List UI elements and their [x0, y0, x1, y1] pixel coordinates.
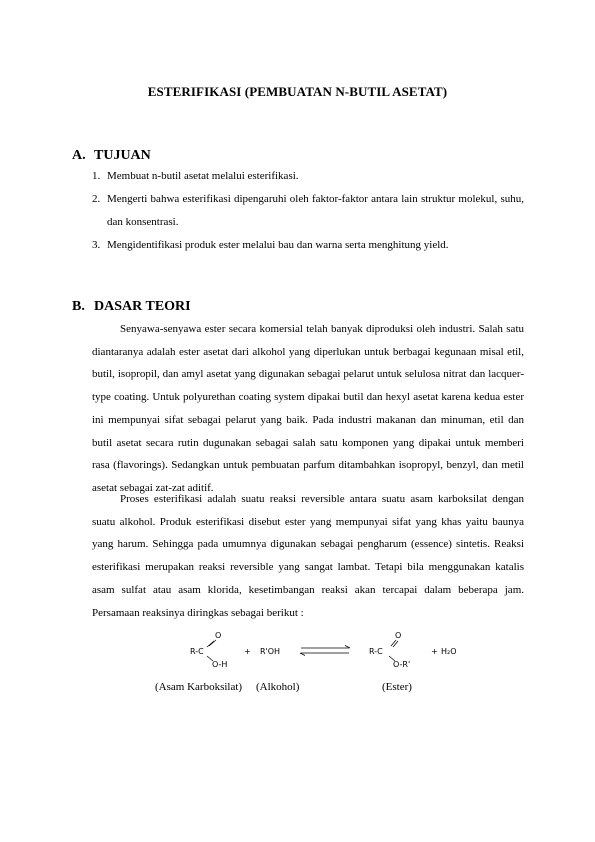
label-alkohol: (Alkohol) — [256, 681, 300, 693]
list-item-text: Mengidentifikasi produk ester melalui bau dan warna serta menghitung yield. — [107, 239, 449, 251]
acid-r-group: R-C — [190, 647, 204, 656]
ester-double-bond — [393, 641, 398, 647]
plus-sign: + — [244, 647, 251, 656]
plus-sign: + — [431, 647, 438, 656]
acid-double-bond — [209, 640, 216, 646]
reaction-diagram — [185, 630, 475, 670]
list-item — [92, 234, 524, 257]
acid-hydroxyl: O-H — [212, 660, 228, 669]
section-a-heading — [72, 148, 151, 164]
water-formula: H₂O — [441, 647, 457, 656]
section-a-letter: A. — [72, 148, 86, 163]
paragraph: Senyawa-senyawa ester secara komersial telah banyak diproduksi oleh industri. Salah satu diantaranya adalah ester asetat dari alkohol yang diperlukan untuk berbagai kegunaan misal etil, butil, isopropil, dan amyl asetat yang digunakan sebagai pelarut untuk selulosa nitrat dan lacquer-type coating. Untuk polyurethan coating system dipakai butil dan hexyl asetat karena kedua ester ini mempunyai sifat sebagai pelarut yang baik. Pada industri makanan dan minuman, etil dan butil asetat secara rutin dugunakan sebagai salah satu komponen yang dipakai untuk memberi rasa (flavorings). Sedangkan untuk pembuatan parfum ditambahkan isopropyl, benzyl, dan metil asetat sebagai zat-zat aditif. — [92, 323, 524, 494]
list-item-number: 3. — [92, 239, 101, 251]
arrow-head — [345, 646, 350, 649]
list-item — [92, 165, 524, 188]
section-a-title: TUJUAN — [94, 148, 151, 163]
section-b-letter: B. — [72, 299, 85, 314]
alcohol-formula: R'OH — [260, 647, 281, 656]
list-item — [92, 188, 524, 234]
arrow-head — [300, 653, 305, 656]
label-ester: (Ester) — [382, 681, 412, 693]
ester-double-bond — [391, 640, 396, 646]
section-b-heading — [72, 299, 191, 315]
tujuan-list — [92, 165, 524, 257]
ester-r-group: R-C — [369, 647, 383, 656]
list-item-text: Mengerti bahwa esterifikasi dipengaruhi oleh faktor-faktor antara lain struktur molekul, suhu, dan konsentrasi. — [107, 193, 524, 228]
page-title: ESTERIFIKASI (PEMBUATAN N-BUTIL ASETAT) — [147, 84, 448, 99]
acid-carbonyl-oxygen: O — [215, 631, 222, 640]
acid-double-bond — [207, 641, 214, 647]
label-asam-karboksilat: (Asam Karboksilat) — [155, 681, 243, 693]
ester-carbonyl-oxygen: O — [395, 631, 402, 640]
list-item-number: 2. — [92, 193, 101, 205]
list-item-text: Membuat n-butil asetat melalui esterifikasi. — [107, 170, 299, 182]
paragraph: Proses esterifikasi adalah suatu reaksi reversible antara suatu asam karboksilat dengan suatu alkohol. Produk esterifikasi disebut ester yang mempunyai sifat yang khas yaitu baunya yang harum. Sehingga pada umumnya digunakan sebagai pengharum (essence) sintetis. Reaksi esterifikasi merupakan reaksi reversible yang sangat lambat. Tetapi bila menggunakan katalis asam sulfat atau asam klorida, kesetimbangan reaksi akan tercapai dalam beberapa jam. Persamaan reaksinya diringkas sebagai berikut : — [92, 493, 524, 619]
section-b-title: DASAR TEORI — [94, 299, 191, 314]
ester-alkoxy: O-R' — [393, 660, 411, 669]
list-item-number: 1. — [92, 170, 101, 182]
reaction-equation — [185, 630, 475, 670]
